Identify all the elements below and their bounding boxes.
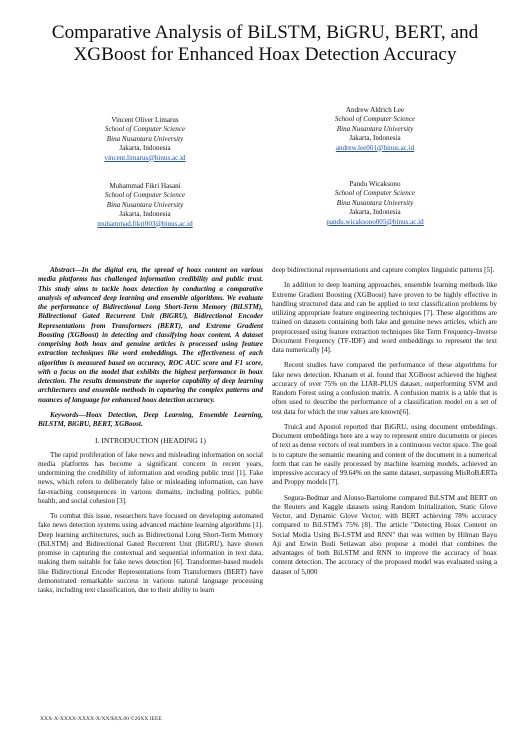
paragraph: To combat this issue, researchers have focused on developing automated fake news detection systems using advanced machine learning algorithms [1]. Deep learning architectures, such as Bidirectional Long Short-Term Memory (BiLSTM) and Bidirectional Gated Recurrent Unit (BiGRU), have shown promise in capturing the contextual and sequential information in text data, making them suitable for fake news detection [6]. Transformer-based models like Bidirectional Encoder Representations from Transformers (BERT) have demonstrated remarkable success in various natural language processing tasks, including text classification, due to their ability to learn: [38, 512, 263, 594]
author-name: Muhammad Fikri Hasani: [109, 182, 181, 190]
abstract: Abstract—In the digital era, the spread of hoax content on various media platforms has challenged information credibility and public trust. This study aims to tackle hoax detection by conducting a comparative analysis of advanced deep learning and ensemble algorithms. We evaluate the performance of Bidirectional Long Short-Term Memory (BiLSTM), Bidirectional Gated Recurrent Unit (BiGRU), Bidirectional Encoder Representations from Transformers (BERT), and Extreme Gradient Boosting (XGBoost) in detecting and classifying hoax content. A dataset comprising both hoax and genuine articles is processed using feature extraction techniques like word embeddings. The effectiveness of each algorithm is measured based on accuracy, ROC AUC score and F1 score, with a focus on the model that exhibits the highest performance in hoax detection. The results demonstrate the superior capability of deep learning architectures and ensemble methods in capturing the complex patterns and nuances of language for enhanced hoax detection accuracy.: [38, 266, 263, 404]
paragraph: The rapid proliferation of fake news and misleading information on social media platforms has become a significant concern in recent years, undermining the credibility of information and eroding public trust [1]. Fake news, which refers to deliberately false or misleading information, can have far-reaching consequences in various domains, including politics, public health, and social cohesion [3].: [38, 450, 263, 505]
author-email[interactable]: andrew.lee001@binus.ac.id: [335, 143, 415, 152]
paragraph: Truică and Apostol reported that BiGRU, using document embeddings. Document embeddings here are a way to represent entire documents or pieces of text as dense vectors of real numbers in a continuous vector space. The goal is to capture the semantic meaning and content of the document in a numerical form that can be easily processed by machine learning models, achieved an impressive accuracy of 99.64% on the same dataset, surpassing MisRoBÆRTa and Proppy models [7].: [272, 422, 497, 487]
author-name: Pandu Wicaksono: [349, 180, 401, 188]
paragraph: In addition to deep learning approaches, ensemble learning methods like Extreme Gradient Boosting (XGBoost) have proven to be highly effective in handling structured data and can be applied to text classification problems by utilizing appropriate feature engineering techniques [7]. These algorithms are trained on datasets containing both fake and genuine news articles, which are preprocessed using feature extraction techniques like Term Frequency-Inverse Document Frequency (TF-IDF) and word embeddings to represent the text data numerically [4].: [272, 281, 497, 354]
author-email[interactable]: pandu.wicaksono005@binus.ac.id: [326, 217, 424, 226]
paper-title: Comparative Analysis of BiLSTM, BiGRU, BERT, and XGBoost for Enhanced Hoax Detection Accuracy: [51, 22, 479, 65]
paragraph: deep bidirectional representations and capture complex linguistic patterns [5].: [272, 266, 495, 274]
left-column: [38, 266, 263, 601]
author-block-2: [280, 106, 470, 153]
author-dept: School of Computer Science: [104, 125, 186, 134]
author-city: Jakarta, Indonesia: [119, 144, 171, 153]
author-dept: School of Computer Science: [104, 191, 186, 200]
author-name: Andrew Aldrich Lee: [345, 106, 405, 114]
author-city: Jakarta, Indonesia: [349, 208, 401, 217]
copyright-footer: XXX-X-XXXX-XXXX-X/XX/$XX.00 ©20XX IEEE: [40, 716, 162, 722]
author-block-3: [50, 182, 240, 229]
author-block-1: [50, 116, 240, 163]
author-city: Jakarta, Indonesia: [119, 210, 171, 219]
author-block-4: [280, 180, 470, 227]
author-univ: Bina Nusantara University: [106, 200, 184, 209]
right-column: [272, 266, 497, 583]
author-email[interactable]: muhammad.fikri003@binus.ac.id: [97, 219, 193, 228]
paragraph: Recent studies have compared the performance of these algorithms for fake news detection. Khanam et al. found that XGBoost achieved the highest accuracy of over 75% on the LIAR-PLUS dataset, outperforming SVM and Random Forest using a confusion matrix. A confusion matrix is a table that is often used to describe the performance of a classification model on a set of test data for which the true values are known[6].: [272, 361, 497, 416]
author-name: Vincent Oliver Limarus: [111, 116, 179, 124]
author-dept: School of Computer Science: [334, 115, 416, 124]
author-univ: Bina Nusantara University: [336, 198, 414, 207]
author-email[interactable]: vincent.limarus@binus.ac.id: [104, 153, 186, 162]
keywords: Keywords—Hoax Detection, Deep Learning, Ensemble Learning, BiLSTM, BiGRU, BERT, XGBoost.: [38, 410, 263, 428]
section-heading-introduction: I. INTRODUCTION (HEADING 1): [95, 436, 206, 446]
author-city: Jakarta, Indonesia: [349, 134, 401, 143]
author-univ: Bina Nusantara University: [106, 134, 184, 143]
author-univ: Bina Nusantara University: [336, 124, 414, 133]
author-dept: School of Computer Science: [334, 189, 416, 198]
paragraph: Segura-Bedmar and Alonso-Bartolome compared BiLSTM and BERT on the Reuters and Kaggle datasets using Random Initialization, Static Glove Vector, and Dynamic Glove Vector, with BERT achieving 78% accuracy compared to BiLSTM's 75% [8]. The article "Detecting Hoax Content on Social Media Using Bi-LSTM and RNN" that was written by Hilman Bayu Aji and Erwin Budi Setiawan also propose a model that combines the advantages of both BiLSTM and RNN to improve the accuracy of hoax content detection. The accuracy of the proposed model was evaluated using a dataset of 5,000: [272, 493, 497, 576]
